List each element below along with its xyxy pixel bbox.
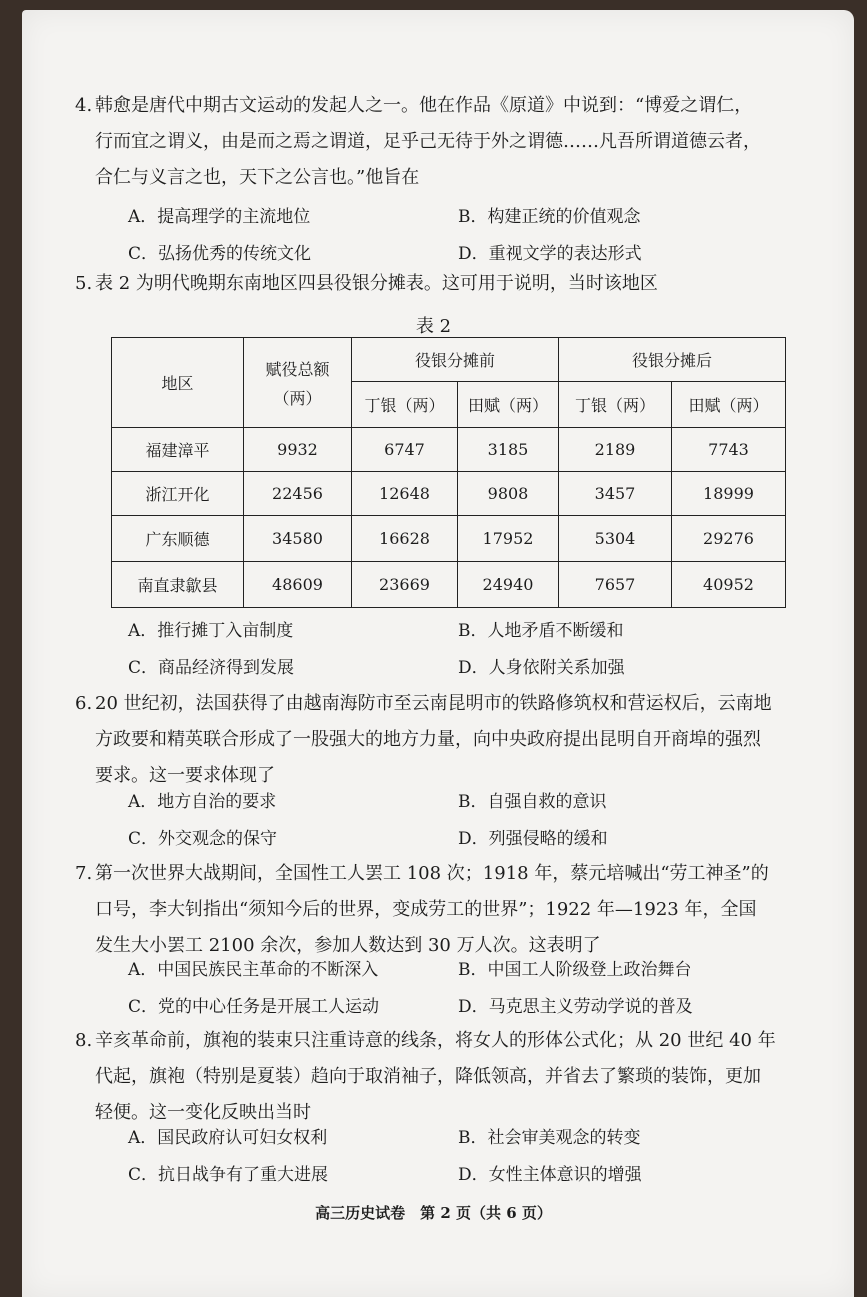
- subheader: 田赋（两）: [672, 382, 786, 428]
- question-number: 6.: [75, 693, 93, 714]
- question-line: 行而宜之谓义，由是而之焉之谓道，足乎己无待于外之谓德……凡吾所谓道德云者，: [95, 131, 761, 152]
- question-line: 要求。这一要求体现了: [95, 765, 275, 786]
- table-cell: 广东顺德: [112, 516, 244, 562]
- q7-options: [128, 952, 808, 1026]
- table-cell: 2189: [559, 428, 672, 472]
- question-line: 轻便。这一变化反映出当时: [95, 1102, 311, 1123]
- question-line: 辛亥革命前，旗袍的装束只注重诗意的线条，将女人的形体公式化；从 20 世纪 40 年: [95, 1030, 776, 1051]
- option-d[interactable]: D．马克思主义劳动学说的普及: [458, 997, 693, 1017]
- table-cell: 22456: [244, 472, 352, 516]
- table-cell: 7657: [559, 562, 672, 608]
- question-line: 合仁与义言之也，天下之公言也。”他旨在: [95, 167, 420, 188]
- table-cell: 48609: [244, 562, 352, 608]
- question-7: [75, 856, 815, 964]
- option-a[interactable]: A．地方自治的要求: [128, 792, 277, 812]
- header-before: 役银分摊前: [352, 338, 559, 382]
- table-row: [112, 472, 786, 516]
- option-c[interactable]: C．党的中心任务是开展工人运动: [128, 997, 380, 1017]
- table-cell: 5304: [559, 516, 672, 562]
- question-line: 韩愈是唐代中期古文运动的发起人之一。他在作品《原道》中说到：“博爱之谓仁，: [95, 95, 753, 116]
- option-a[interactable]: A．推行摊丁入亩制度: [128, 621, 294, 641]
- subheader: 丁银（两）: [352, 382, 458, 428]
- question-number: 7.: [75, 863, 93, 884]
- table-cell: 浙江开化: [112, 472, 244, 516]
- question-line: 方政要和精英联合形成了一股强大的地方力量，向中央政府提出昆明自开商埠的强烈: [95, 729, 761, 750]
- table-caption: 表 2: [415, 316, 452, 337]
- table-cell: 9932: [244, 428, 352, 472]
- table-cell: 南直隶歙县: [112, 562, 244, 608]
- question-number: 4.: [75, 95, 93, 116]
- option-c[interactable]: C．抗日战争有了重大进展: [128, 1165, 329, 1185]
- table-cell: 40952: [672, 562, 786, 608]
- option-b[interactable]: B．构建正统的价值观念: [458, 207, 641, 227]
- header-after: 役银分摊后: [559, 338, 786, 382]
- question-8: [75, 1023, 815, 1131]
- table-cell: 34580: [244, 516, 352, 562]
- question-line: 发生大小罢工 2100 余次，参加人数达到 30 万人次。这表明了: [95, 935, 601, 956]
- question-5: [75, 266, 815, 302]
- option-d[interactable]: D．人身依附关系加强: [458, 658, 625, 678]
- page-footer: 高三历史试卷 第 2 页（共 6 页）: [315, 1204, 552, 1222]
- q6-options: [128, 784, 808, 858]
- table-row: [112, 516, 786, 562]
- q4-options: [128, 199, 808, 273]
- subheader: 丁银（两）: [559, 382, 672, 428]
- table-cell: 福建漳平: [112, 428, 244, 472]
- option-c[interactable]: C．外交观念的保守: [128, 829, 278, 849]
- question-6: [75, 686, 815, 794]
- question-line: 表 2 为明代晚期东南地区四县役银分摊表。这可用于说明，当时该地区: [95, 273, 658, 294]
- option-d[interactable]: D．女性主体意识的增强: [458, 1165, 642, 1185]
- table-row: [112, 562, 786, 608]
- question-4: [75, 88, 815, 196]
- table-row: [112, 428, 786, 472]
- header-total-line: 赋役总额: [265, 359, 330, 379]
- option-a[interactable]: A．提高理学的主流地位: [128, 207, 311, 227]
- table-cell: 29276: [672, 516, 786, 562]
- option-a[interactable]: A．中国民族民主革命的不断深入: [128, 960, 379, 980]
- option-a[interactable]: A．国民政府认可妇女权利: [128, 1128, 328, 1148]
- table-cell: 3185: [458, 428, 559, 472]
- table-cell: 17952: [458, 516, 559, 562]
- option-b[interactable]: B．中国工人阶级登上政治舞台: [458, 960, 692, 980]
- question-line: 口号，李大钊指出“须知今后的世界，变成劳工的世界”；1922 年—1923 年，全国: [95, 899, 757, 920]
- option-c[interactable]: C．商品经济得到发展: [128, 658, 295, 678]
- table-cell: 12648: [352, 472, 458, 516]
- question-number: 8.: [75, 1030, 93, 1051]
- question-number: 5.: [75, 273, 93, 294]
- header-region: 地区: [112, 338, 244, 428]
- option-c[interactable]: C．弘扬优秀的传统文化: [128, 244, 312, 264]
- table-cell: 23669: [352, 562, 458, 608]
- option-b[interactable]: B．社会审美观念的转变: [458, 1128, 641, 1148]
- header-total: [244, 338, 352, 428]
- table-cell: 16628: [352, 516, 458, 562]
- q5-options: [128, 613, 808, 687]
- table-cell: 6747: [352, 428, 458, 472]
- q8-options: [128, 1120, 808, 1194]
- table-cell: 7743: [672, 428, 786, 472]
- data-table: [111, 337, 786, 608]
- question-line: 第一次世界大战期间，全国性工人罢工 108 次；1918 年，蔡元培喊出“劳工神圣”的: [95, 863, 769, 884]
- option-d[interactable]: D．重视文学的表达形式: [458, 244, 642, 264]
- question-line: 代起，旗袍（特别是夏装）趋向于取消袖子，降低领高，并省去了繁琐的装饰，更加: [95, 1066, 761, 1087]
- question-line: 20 世纪初，法国获得了由越南海防市至云南昆明市的铁路修筑权和营运权后，云南地: [95, 693, 772, 714]
- option-d[interactable]: D．列强侵略的缓和: [458, 829, 608, 849]
- table-cell: 18999: [672, 472, 786, 516]
- table-cell: 9808: [458, 472, 559, 516]
- subheader: 田赋（两）: [458, 382, 559, 428]
- option-b[interactable]: B．人地矛盾不断缓和: [458, 621, 624, 641]
- table-cell: 24940: [458, 562, 559, 608]
- header-total-unit: （两）: [273, 388, 322, 408]
- table-cell: 3457: [559, 472, 672, 516]
- option-b[interactable]: B．自强自救的意识: [458, 792, 607, 812]
